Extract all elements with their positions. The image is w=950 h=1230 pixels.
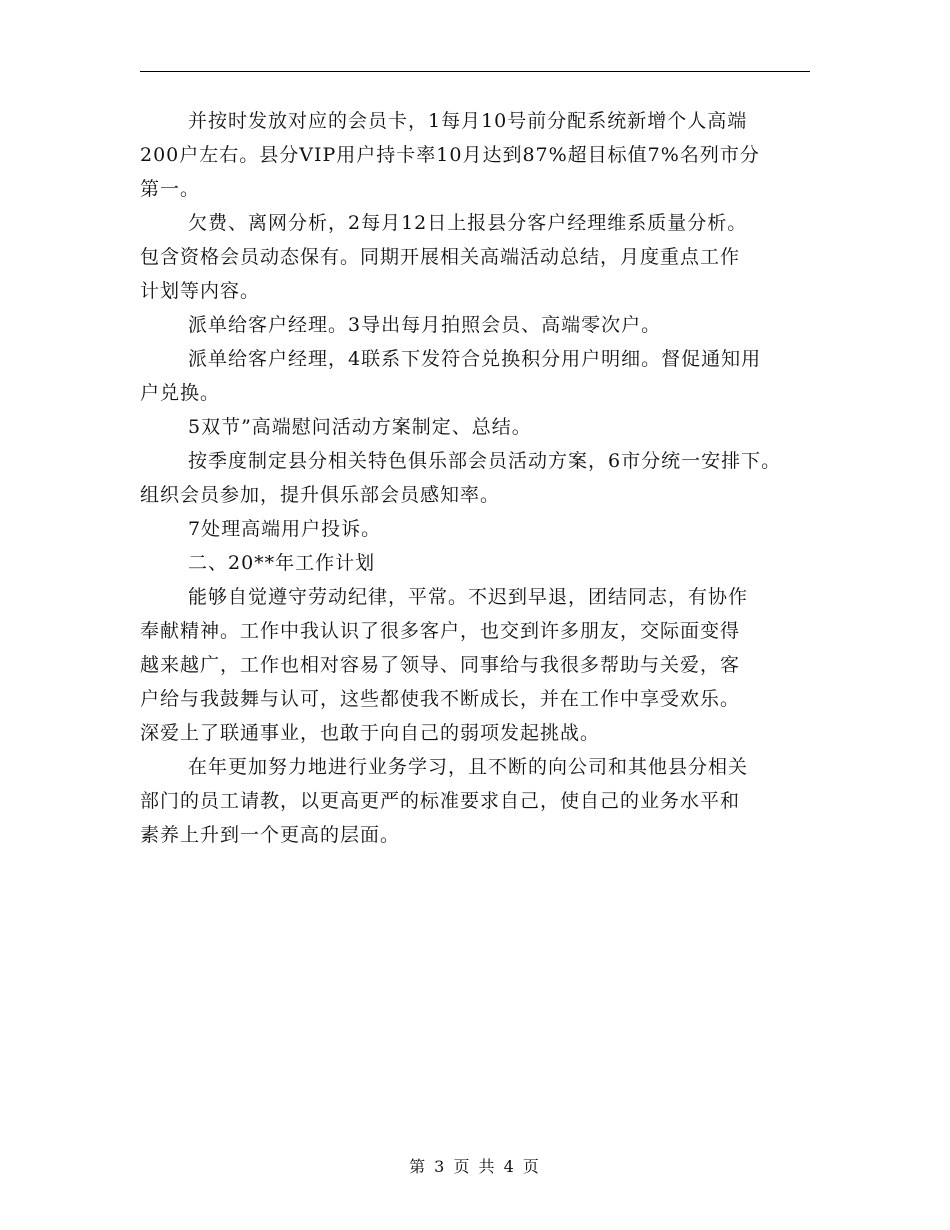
page-number: 第 3 页 共 4 页 <box>409 1157 541 1176</box>
document-line: 能够自觉遵守劳动纪律，平常。不迟到早退，团结同志，有协作 <box>188 586 749 608</box>
document-line: 奉献精神。工作中我认识了很多客户，也交到许多朋友，交际面变得 <box>140 620 741 642</box>
document-line: 200户左右。县分VIP用户持卡率10月达到87%超目标值7%名列市分 <box>140 144 760 166</box>
document-line: 按季度制定县分相关特色俱乐部会员活动方案，6市分统一安排下。 <box>188 450 782 472</box>
document-line: 组织会员参加，提升俱乐部会员感知率。 <box>140 484 501 506</box>
document-line: 部门的员工请教，以更高更严的标准要求自己，使自己的业务水平和 <box>140 790 741 812</box>
document-line: 计划等内容。 <box>140 280 261 302</box>
document-line: 派单给客户经理。3导出每月拍照会员、高端零次户。 <box>188 314 662 336</box>
document-line: 在年更加努力地进行业务学习，且不断的向公司和其他县分相关 <box>188 756 749 778</box>
document-line: 深爱上了联通事业，也敢于向自己的弱项发起挑战。 <box>140 722 601 744</box>
document-line: 包含资格会员动态保有。同期开展相关高端活动总结，月度重点工作 <box>140 246 741 268</box>
document-line: 5双节”高端慰问活动方案制定、总结。 <box>188 416 532 438</box>
document-line: 越来越广，工作也相对容易了领导、同事给与我很多帮助与关爱，客 <box>140 654 741 676</box>
document-line: 户兑换。 <box>140 382 221 404</box>
document-line: 第一。 <box>140 178 201 200</box>
document-line: 派单给客户经理，4联系下发符合兑换积分用户明细。督促通知用 <box>188 348 762 370</box>
document-line: 素养上升到一个更高的层面。 <box>140 824 401 846</box>
document-line: 并按时发放对应的会员卡，1每月10号前分配系统新增个人高端 <box>188 110 748 132</box>
document-line: 7处理高端用户投诉。 <box>188 518 382 540</box>
header-rule <box>140 71 810 72</box>
document-line: 二、20**年工作计划 <box>188 552 376 574</box>
document-line: 欠费、离网分析，2每月12日上报县分客户经理维系质量分析。 <box>188 212 748 234</box>
document-line: 户给与我鼓舞与认可，这些都使我不断成长，并在工作中享受欢乐。 <box>140 688 741 710</box>
